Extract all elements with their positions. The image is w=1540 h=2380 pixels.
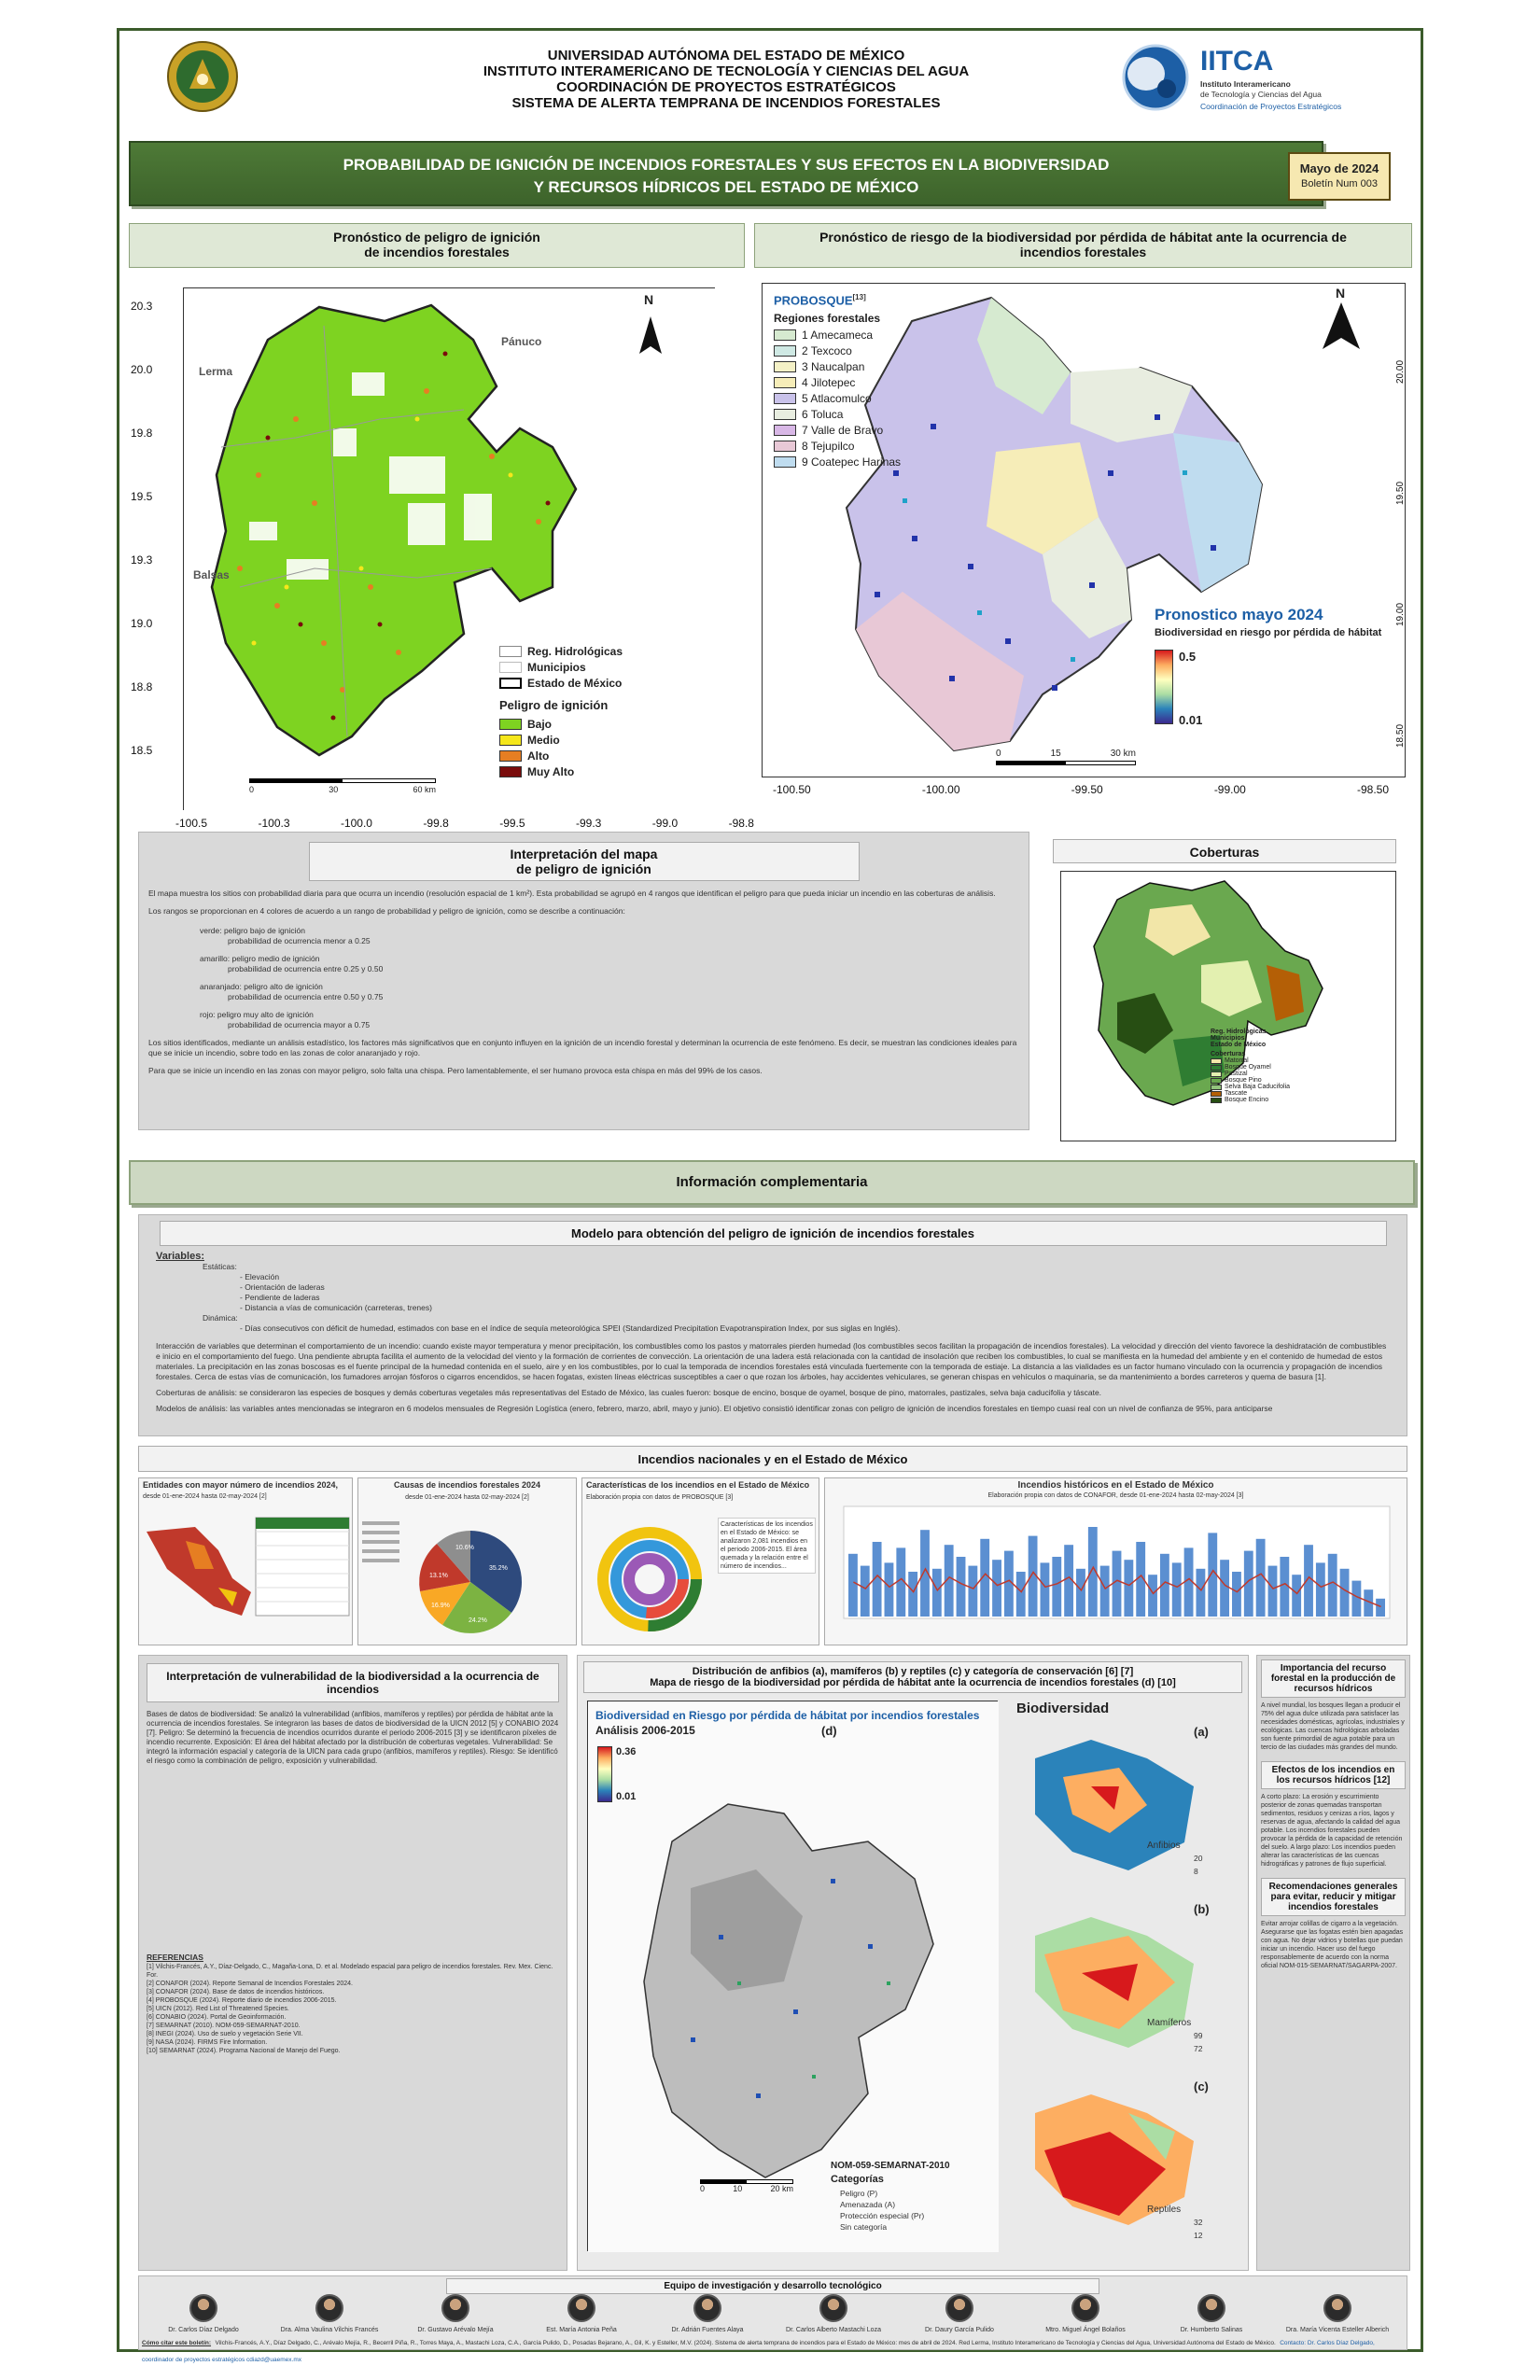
right-map-north: N xyxy=(1336,286,1346,301)
banner-title-1: PROBABILIDAD DE IGNICIÓN DE INCENDIOS FORESTALES Y SUS EFECTOS EN LA BIODIVERSIDAD xyxy=(343,156,1110,174)
chart-bar xyxy=(1268,1566,1278,1617)
effects-title: Efectos de los incendios en los recursos hídricos [12] xyxy=(1261,1761,1406,1789)
avatar xyxy=(945,2294,973,2322)
category-2: Amenazada (A) xyxy=(840,2200,896,2209)
legend-municipios: Municipios xyxy=(499,659,667,675)
coverage-map xyxy=(1060,871,1396,1141)
mexico-map-icon xyxy=(139,1504,354,1639)
pie-label-2: 24.2% xyxy=(469,1617,487,1624)
chart-bar xyxy=(1304,1545,1313,1617)
header-institute: INSTITUTO INTERAMERICANO DE TECNOLOGÍA Y CIENCIAS DEL AGUA xyxy=(483,63,970,79)
forecast-subtitle: Biodiversidad en riesgo por pérdida de hábitat xyxy=(1155,627,1382,638)
iitca-logo-sub2: de Tecnología y Ciencias del Agua xyxy=(1200,90,1322,99)
models-text: Modelos de análisis: las variables antes mencionadas se integraron en 6 modelos mensuales de Regresión Logística (enero, febrero, marzo, abril, mayo y junio). El objetivo consistió identificar zonas con peligro de ignición de incendios forestales en tiempo cuasi real con un nivel de confianza de 95%, para anticiparse xyxy=(156,1404,1273,1413)
header-system: SISTEMA DE ALERTA TEMPRANA DE INCENDIOS FORESTALES xyxy=(511,95,941,111)
refs-title: REFERENCIAS xyxy=(147,1953,203,1962)
characteristics-radial-chart xyxy=(584,1516,715,1642)
vulnerability-text: Bases de datos de biodiversidad: Se analizó la vulnerabilidad (anfibios, mamíferos y reptiles) por pérdida de hábitat ante la ocurrencia de incendios forestales. Se integraron las bases de datos de biodiversidad de la UICN 2012 [5] y CONABIO 2024 [7]. Peligro: Se determinó la frecuencia de incendios ocurridos durante el periodo 2006-2015 [3] y se identificaron píxeles de incendio recurrente. Exposición: El área del hábitat afectado por la distribución de coberturas vegetales. Vulnerabilidad: Se integró la información espacial y categoría de la UICN para cada grupo (anfibios, mamíferos y reptiles). Riesgo: Se identificó el riesgo como la combinación de peligro, exposición y vulnerabilidad. xyxy=(147,1710,559,1765)
left-map-legend xyxy=(499,643,667,779)
interpretation-title: Interpretación del mapa de peligro de ignición xyxy=(309,842,860,881)
region-7: 7 Valle de Bravo xyxy=(774,422,914,438)
distribution-panel xyxy=(577,1655,1249,2271)
chart-bar xyxy=(1340,1569,1350,1617)
bulletin-page: UNIVERSIDAD AUTÓNOMA DEL ESTADO DE MÉXICO INSTITUTO INTERAMERICANO DE TECNOLOGÍA Y CIENCIAS DEL AGUA COORDINACIÓN DE PROYECTOS ESTRATÉGICOS SISTEMA DE ALERTA TEMPRANA DE INCENDIOS FORESTALES IITCA Instituto Interamericano de Tecnología y Ciencias del Agua Coordinación de Proyectos Estratégicos PROBABILIDAD DE IGNICIÓN DE INCENDIOS FORESTALES Y SUS EFECTOS EN LA BIODIVERSIDAD Y RECURSOS HÍDRICOS DEL ESTADO DE MÉXICO Mayo de 2024 Boletín Num 003 Pronóstico de peligro de ignición de incendios forestales N Lerma Pánuco Balsas Reg. Hidrológicas Municipios Estado de México Peligro de ignición Bajo Medio Alto Muy Alto 0 30 60 km 20.3 20.0 19.8 19.5 19.3 19.0 18.8 18.5 -100.5 -100.3 -100.0 -99.8 -99.5 -99.3 -99.0 -98.8 Pronóstico de riesgo de la biodiversidad por pérdida de hábitat ante la ocurrencia de incendios forestales N PROBOSQUE[13] Regiones forestales 1 Amecameca 2 Texcoco 3 Naucalpan 4 Jilotepec 5 Atlacomulco 6 Toluca 7 Valle de Bravo 8 Tejupilco 9 Coatepec Harinas Pronostico mayo 2024 Biodiversidad en riesgo por pérdida de hábitat 0.5 0.01 0 15 30 km -100.50 -100.00 -99.50 -99.00 -98.50 20.00 19.50 19.00 18.50 Interpretación del mapa de peligro de ignición El mapa muestra los sitios con probabilidad diaria para que ocurra un incendio (resolución espacial de 1 km²). Esta probabilidad se agrupó en 4 rangos que identifican el peligro para que pueda iniciar un incendio en las coberturas de análisis. Los rangos se proporcionan en 4 colores de acuerdo a un rango de probabilidad y peligro de ignición, como se describe a continuación: verde: peligro bajo de ignición probabilidad de ocurrencia menor a 0.25 amarillo: peligro medio de ignición probabilidad de ocurrencia entre 0.25 y 0.50 anaranjado: peligro alto de ignición probabilidad de ocurrencia entre 0.50 y 0.75 rojo: peligro muy alto de ignición probabilidad de ocurrencia mayor a 0.75 Los sitios identificados, mediante un análisis estadístico, los factores más significativos que en conjunto influyen en la ignición de un incendio forestal y determinan la ocurrencia de este fenómeno. Es decir, se muestran las condiciones ideales para que se inicie un incendio, sobre todo en las zonas de color anaranjado y rojo. Para que se inicie un incendio en las zonas con mayor peligro, solo falta una chispa. Pero lamentablemente, el ser humano provoca esta chispa en más del 99% de los casos. Coberturas Reg. Hidrológicas Municipios Estado de México Coberturas Matorral Bosque Oyamel Pastizal Bosque Pino Selva Baja Caducifolia Tascate Bosque Encino Información complementaria Modelo para obtención del peligro de ignición de incendios forestales Variables: Estáticas: - Elevación - Orientación de laderas - Pendiente de laderas - Distancia a vías de comunicación (carreteras, trenes) Dinámica: - Días consecutivos con déficit de humedad, estimados con base en el índice de sequía meteorológica SPEI (Standardized Precipitation Evapotranspiration Index, por sus siglas en Inglés). Interacción de variables que determinan el comportamiento de un incendio: cuando existe mayor temperatura y menor precipitación, los combustibles como los pastos y matorrales pierden humedad (los combustibles secos facilitan la propagación de incendios forestales). La velocidad y dirección del viento favorece la deshidratación de combustibles e inicio en el comportamiento del fuego. Una pendiente abrupta facilita el aumento de la velocidad del viento y la formación de corrientes de convección. La orientación de una ladera está relacionada con la cantidad de insolación que reciben los combustibles, lo cual se manifiesta en la humedad del ambiente y en el contenido de humedad de estos materiales. La precipitación en las zonas boscosas es el fuente principal de la humedad contenida en el suelo, aire y en los combustibles, por lo cual la temporada de incendios forestales está vinculada fuertemente con la temporada de estiaje. La distancia a las vialidades es un factor humano vinculado con la ocurrencia y propagación de incendios forestales. Cerca de estas vías de comunicación, los fumadores arrojan fósforos o cigarros encendidos, se hacen fogatas, existen líneas eléctricas susceptibles a caer o que rozan los árboles, hay accidentes vehiculares, se generan chispas en vehículos o maquinaria, se da mantenimiento a bordes carreteros y quema de basura [1]. Coberturas de análisis: se consideraron las especies de bosques y demás coberturas vegetales más representativas del Estado de México, las cuales fueron: bosque de encino, bosque de oyamel, bosque de pino, matorrales, pastizales, selva baja caducifolia y táscate. Modelos de análisis: las variables antes mencionadas se integraron en 6 modelos mensuales de Regresión Logística (enero, febrero, marzo, abril, mayo y junio). El objetivo consistió identificar zonas con peligro de ignición de incendios forestales en tiempo cuasi real con un nivel de confianza de 95%, para anticiparse Incendios nacionales y en el Estado de México Entidades con mayor número de incendios 2024, desde 01-ene-2024 hasta 02-may-2024 [2] Causas de incendios forestales 2024 desde 01-ene-2024 hasta 02-may-2024 [2] 35.2% 24.2% 16.9% 13.1% 10.6% Características de los incendios en el Estado de México Elaboración propia con datos de PROBOSQUE [3] Características de los incendios en el Estado de México: se analizaron 2,081 incendios en el periodo 2006-2015. El área quemada y la relación entre el número de incendios... Incendios históricos en el Estado de México Elaboración propia con datos de CONAFOR, desde 01-ene-2024 hasta 02-may-2024 [3] Interpretación de vulnerabilidad de la biodiversidad a la ocurrencia de incendios Bases de datos de biodiversidad: Se analizó la vulnerabilidad (anfibios, mamíferos y reptiles) por pérdida de hábitat ante la ocurrencia de incendios forestales. Se integraron las bases de datos de biodiversidad de la UICN 2012 [5] y CONABIO 2024 [7]. Peligro: Se determinó la frecuencia de incendios ocurridos durante el periodo 2006-2015 [3] y se identificaron píxeles de incendio recurrente. Exposición: El área del hábitat afectado por la distribución de coberturas vegetales. Vulnerabilidad: Se integró la información espacial y categoría de la UICN para cada grupo (anfibios, mamíferos y reptiles). Riesgo: Se identificó el riesgo como la combinación de peligro, exposición y vulnerabilidad. REFERENCIAS [1] Vilchis-Francés, A.Y., Díaz-Delgado, C., Magaña-Lona, D. et al. Modelado espacial para peligro de incendios forestales. Rev. Mex. Cienc. For. [2] CONAFOR (2024). Reporte Semanal de Incendios Forestales 2024. [3] CONAFOR (2024). Base de datos de incendios históricos. [4] PROBOSQUE (2024). Reporte diario de incendios 2006-2015. [5] UICN (2012). Red List of Threatened Species. [6] CONABIO (2024). Portal de Geoinformación. [7] SEMARNAT (2010). NOM-059-SEMARNAT-2010. [8] INEGI (2024). Uso de suelo y vegetación Serie VII. [9] NASA (2024). FIRMS Fire Information. [10] SEMARNAT (2024). Programa Nacional de Manejo del Fuego. Distribución de anfibios (a), mamíferos (b) y reptiles (c) y categoría de conservación [6] [7] Mapa de riesgo de la biodiversidad por pérdida de hábitat ante la ocurrencia de incendios forestales (d) [10] Biodiversidad en Riesgo por pérdida de hábitat por incendios forestales Análisis 2006-2015 (d) 0.36 0.01 0 10 20 km NOM-059-SEMARNAT-2010 Categorías Peligro (P) Amenazada (A) Protección especial (Pr) Sin categoría Biodiversidad (a) Anfibios 20 8 (b) Mamíferos 99 72 (c) Reptiles 32 12 Importancia del recurso forestal en la producción de recursos hídricos A nivel mundial, los bosques llegan a producir el 75% del agua dulce utilizada para satisfacer las necesidades domésticas, agrícolas, industriales y ecológicas. Las cuencas hidrológicas arboladas son fuente primordial de agua potable para un tercio de las ciudades más grandes del mundo. Efectos de los incendios en los recursos hídricos [12] A corto plazo: La erosión y escurrimiento posterior de zonas quemadas transportan sedimentos, residuos y cenizas a ríos, lagos y reservas de agua, afectando la calidad del agua potable. Los incendios forestales pueden provocar la pérdida de la capacidad de retención del suelo. A largo plazo: Los incendios pueden alterar las características de las cuencas hidrográficas y patrones de flujo superficial. Recomendaciones generales para evitar, reducir y mitigar incendios forestales Evitar arrojar colillas de cigarro a la vegetación. Asegurarse que las fogatas estén bien apagadas con agua. No dejar vidrios y botellas que puedan iniciar un incendio. Hacer uso del fuego responsablemente de acuerdo con la norma oficial NOM-015-SEMARNAT/SAGARPA-2007. Equipo de investigación y desarrollo tecnológico Dr. Carlos Díaz Delgado Dra. Alma Vaulina Vilchis Francés Dr. Gustavo Arévalo Mejía Est. María Antonia Peña Dr. Adrián Fuentes Alaya Dr. Carlos Alberto Mastachi Loza Dr. Daury García Pulido Mtro. Miguel Ángel Bolaños Dr. Humberto Salinas Dra. María Vicenta Esteller Alberich Cómo citar este boletín: Vilchis-Francés, A.Y., Díaz Delgado, C., Arévalo Mejía, R., Becerril Piña, R., Torres Maya, A., Mastachi Loza, C.A., García Pulido, D., Posadas Bejarano, A., Gil, K. y Esteller, M.V. (2024). Sistema de alerta temprana de incendios para el Estado de México: mes de abril de 2024. Red Lerma, Instituto Interamericano de Tecnología y Ciencias del Agua, Universidad Autónoma del Estado de México. Contacto: Dr. Carlos Díaz Delgado, coordinador de proyectos estratégicos cdiazd@uaemex.mx xyxy=(117,28,1423,2352)
legend-hydro: Reg. Hidrológicas xyxy=(499,643,667,659)
legend-peligro-title: Peligro de ignición xyxy=(499,698,609,712)
bio-panel-b: (b) Mamíferos 99 72 xyxy=(1007,1898,1231,2066)
region-8: 8 Tejupilco xyxy=(774,438,914,454)
chart-bar xyxy=(1124,1560,1133,1617)
chart-bar xyxy=(908,1572,917,1617)
citation-block: Cómo citar este boletín: Vilchis-Francés, A.Y., Díaz Delgado, C., Arévalo Mejía, R., Becerril Piña, R., Torres Maya, A., Mastachi Loza, C.A., García Pulido, D., Posadas Bejarano, A., Gil, K. y Esteller, M.V. (2024). Sistema de alerta temprana de incendios para el Estado de México: mes de abril de 2024. Red Lerma, Instituto Interamericano de Tecnología y Ciencias del Agua, Universidad Autónoma del Estado de México. Contacto: Dr. Carlos Díaz Delgado, coordinador de proyectos estratégicos cdiazd@uaemex.mx xyxy=(142,2340,1375,2363)
iitca-logo xyxy=(1118,40,1342,119)
static-item-4: - Distancia a vías de comunicación (carreteras, trenes) xyxy=(240,1303,432,1312)
chart-bar xyxy=(1316,1562,1325,1617)
left-map-north: N xyxy=(644,292,654,307)
forecast-title: Pronostico mayo 2024 xyxy=(1155,606,1323,623)
pie-label-5: 10.6% xyxy=(455,1545,474,1551)
historic-fires-panel: Incendios históricos en el Estado de México Elaboración propia con datos de CONAFOR, desde 01-ene-2024 hasta 02-may-2024 [3] xyxy=(824,1477,1407,1645)
avatar xyxy=(441,2294,469,2322)
interaction-text: Interacción de variables que determinan el comportamiento de un incendio: cuando existe mayor temperatura y menor precipitación, los combustibles como los pastos y matorrales pierden humedad (los combustibles secos facilitan la propagación de incendios forestales). La velocidad y dirección del viento favorece la deshidratación de combustibles e inicio en el comportamiento del fuego. Una pendiente abrupta facilita el aumento de la velocidad del viento y la formación de corrientes de convección. La orientación de una ladera está relacionada con la cantidad de insolación que reciben los combustibles, lo cual se manifiesta en la humedad del ambiente y en el contenido de humedad de estos materiales. La precipitación en las zonas boscosas es el fuente principal de la humedad contenida en el suelo, aire y en los combustibles, por lo cual la temporada de incendios forestales está vinculada fuertemente con la temporada de estiaje. La distancia a las vialidades es un factor humano vinculado con la ocurrencia y propagación de incendios forestales. Cerca de estas vías de comunicación, los fumadores arrojan fósforos o cigarros encendidos, se hacen fogatas, existen líneas eléctricas susceptibles a caer o que rozan los árboles, hay accidentes vehiculares, se generan chispas en vehículos o maquinaria, se da mantenimiento a bordes carreteros y quema de basura [1]. xyxy=(156,1341,1387,1381)
avatar xyxy=(1323,2294,1351,2322)
left-map-scale: 0 30 60 km xyxy=(249,778,436,794)
regions-title: Regiones forestales xyxy=(774,312,881,325)
chart-bar xyxy=(968,1566,977,1617)
iitca-logo-text: IITCA xyxy=(1200,46,1274,77)
iitca-globe-icon xyxy=(1118,40,1193,115)
legend-estado: Estado de México xyxy=(499,675,667,691)
uaem-seal xyxy=(166,40,239,113)
team-member-6: Dr. Carlos Alberto Mastachi Loza xyxy=(777,2294,889,2334)
pie-label-1: 35.2% xyxy=(489,1565,508,1572)
chart-bar xyxy=(1172,1562,1182,1617)
static-item-2: - Orientación de laderas xyxy=(240,1282,325,1292)
importance-title: Importancia del recurso forestal en la producción de recursos hídricos xyxy=(1261,1659,1406,1698)
left-map-title-1: Pronóstico de peligro de ignición xyxy=(333,230,540,245)
north-arrow-icon xyxy=(1323,302,1360,349)
characteristics-note: Características de los incendios en el Estado de México: se analizaron 2,081 incendios en el periodo 2006-2015. El área quemada y la relación entre el número de incendios... xyxy=(718,1518,816,1574)
chart-bar xyxy=(992,1560,1001,1617)
chart-bar xyxy=(1328,1554,1337,1617)
team-member-5: Dr. Adrián Fuentes Alaya xyxy=(651,2294,763,2334)
biodiversity-risk-map xyxy=(587,1701,998,2251)
ref-6: [6] CONABIO (2024). Portal de Geoinformación. xyxy=(147,2014,287,2021)
team-member-1: Dr. Carlos Díaz Delgado xyxy=(147,2294,259,2334)
national-chart-1: Entidades con mayor número de incendios 2024, desde 01-ene-2024 hasta 02-may-2024 [2] xyxy=(138,1477,353,1645)
coverage-text: Coberturas de análisis: se consideraron las especies de bosques y demás coberturas vegetales más representativas del Estado de México, las cuales fueron: bosque de encino, bosque de oyamel, bosque de pino, matorrales, pastizales, selva baja caducifolia y táscate. xyxy=(156,1388,1102,1397)
team-member-4: Est. María Antonia Peña xyxy=(525,2294,637,2334)
vulnerability-title: Interpretación de vulnerabilidad de la biodiversidad a la ocurrencia de incendios xyxy=(147,1663,559,1702)
team-member-7: Dr. Daury García Pulido xyxy=(903,2294,1015,2334)
right-map-title-2: incendios forestales xyxy=(1019,245,1147,259)
place-panuco: Pánuco xyxy=(501,335,542,348)
chart-bar xyxy=(957,1557,966,1617)
biodiversity-forecast-map xyxy=(762,283,1406,777)
importance-text: A nivel mundial, los bosques llegan a producir el 75% del agua dulce utilizada para satisfacer las necesidades domésticas, agrícolas, industriales y ecológicas. Las cuencas hidrológicas arboladas son fuente primordial de agua potable para un tercio de las ciudades más grandes del mundo. xyxy=(1261,1702,1405,1751)
legend-muy-alto: Muy Alto xyxy=(499,763,667,779)
header-university: UNIVERSIDAD AUTÓNOMA DEL ESTADO DE MÉXICO xyxy=(547,48,905,63)
chart-bar xyxy=(1292,1575,1301,1617)
dynamic-item: - Días consecutivos con déficit de humedad, estimados con base en el índice de sequía meteorológica SPEI (Standardized Precipitation Evapotranspiration Index, por sus siglas en Inglés). xyxy=(240,1323,901,1333)
chart-bar xyxy=(1100,1566,1110,1617)
left-map-title-2: de incendios forestales xyxy=(364,245,510,259)
team-member-10: Dra. María Vicenta Esteller Alberich xyxy=(1281,2294,1393,2334)
nom-label: NOM-059-SEMARNAT-2010 xyxy=(831,2161,950,2171)
avatar xyxy=(315,2294,343,2322)
team-member-3: Dr. Gustavo Arévalo Mejía xyxy=(399,2294,511,2334)
team-title: Equipo de investigación y desarrollo tecnológico xyxy=(446,2278,1099,2294)
chart-bar xyxy=(885,1562,894,1617)
vulnerability-panel xyxy=(138,1655,567,2271)
ref-9: [9] NASA (2024). FIRMS Fire Information. xyxy=(147,2039,268,2046)
ref-1: [1] Vilchis-Francés, A.Y., Díaz-Delgado, C., Magaña-Lona, D. et al. Modelado espacial para peligro de incendios forestales. Rev. Mex. Cienc. For. xyxy=(147,1964,553,1979)
variables-label: Variables: xyxy=(156,1251,204,1262)
interp-r2b: probabilidad de ocurrencia entre 0.25 y 0.50 xyxy=(228,964,384,973)
chart-bar xyxy=(1220,1560,1229,1617)
left-map-x-ticks: -100.5 -100.3 -100.0 -99.8 -99.5 -99.3 -99.0 -98.8 xyxy=(175,817,754,830)
risk-map-colorbar xyxy=(597,1746,612,1802)
model-title: Modelo para obtención del peligro de ignición de incendios forestales xyxy=(160,1221,1387,1246)
region-6: 6 Toluca xyxy=(774,406,914,422)
avatar xyxy=(567,2294,595,2322)
category-1: Peligro (P) xyxy=(840,2189,878,2198)
chart-bar xyxy=(1376,1599,1385,1617)
risk-scale-max: 0.5 xyxy=(1179,650,1197,664)
region-1: 1 Amecameca xyxy=(774,327,914,343)
avatar xyxy=(819,2294,847,2322)
regions-legend xyxy=(774,312,914,469)
interp-r4b: probabilidad de ocurrencia mayor a 0.75 xyxy=(228,1020,371,1029)
ref-7: [7] SEMARNAT (2010). NOM-059-SEMARNAT-2010. xyxy=(147,2023,301,2029)
static-item-1: - Elevación xyxy=(240,1272,280,1281)
right-map-title xyxy=(754,223,1412,268)
risk-map-min: 0.01 xyxy=(616,1791,637,1802)
risk-map-title: Biodiversidad en Riesgo por pérdida de hábitat por incendios forestales xyxy=(595,1709,980,1722)
historic-fires-chart xyxy=(825,1501,1408,1641)
ref-3: [3] CONAFOR (2024). Base de datos de incendios históricos. xyxy=(147,1989,325,1995)
bio-title: Biodiversidad xyxy=(1016,1701,1110,1716)
recommendations-text: Evitar arrojar colillas de cigarro a la vegetación. Asegurarse que las fogatas estén bien apagadas con agua. No dejar vidrios y botellas que puedan iniciar un incendio. Hacer uso del fuego responsablemente de acuerdo con la norma oficial NOM-015-SEMARNAT/SAGARPA-2007. xyxy=(1261,1921,1404,1969)
category-3: Protección especial (Pr) xyxy=(840,2211,925,2220)
legend-bajo: Bajo xyxy=(499,716,667,732)
national-chart-2: Causas de incendios forestales 2024 desde 01-ene-2024 hasta 02-may-2024 [2] 35.2% 24.2% 16.9% 13.1% 10.6% xyxy=(357,1477,577,1645)
chart-bar xyxy=(1148,1575,1157,1617)
banner-title-2: Y RECURSOS HÍDRICOS DEL ESTADO DE MÉXICO xyxy=(533,178,919,196)
risk-color-scale xyxy=(1155,650,1173,724)
right-map-x-ticks: -100.50 -100.00 -99.50 -99.00 -98.50 xyxy=(773,783,1389,796)
interp-r4a: rojo: peligro muy alto de ignición xyxy=(200,1010,314,1019)
date-badge xyxy=(1288,152,1391,201)
national-banner: Incendios nacionales y en el Estado de México xyxy=(138,1446,1407,1472)
chart-bar xyxy=(1076,1569,1085,1617)
national-chart-3: Características de los incendios en el Estado de México Elaboración propia con datos de PROBOSQUE [3] Características de los incendios en el Estado de México: se analizaron 2,081 incendios en el periodo 2006-2015. El área quemada y la relación entre el número de incendios... xyxy=(581,1477,819,1645)
static-label: Estáticas: xyxy=(203,1262,237,1271)
pie-label-3: 16.9% xyxy=(431,1603,450,1609)
place-balsas: Balsas xyxy=(193,568,230,581)
chart-bar xyxy=(1041,1562,1050,1617)
region-5: 5 Atlacomulco xyxy=(774,390,914,406)
chart-bar xyxy=(1196,1569,1205,1617)
risk-map-sub: Análisis 2006-2015 xyxy=(595,1724,695,1737)
interp-p3: Los sitios identificados, mediante un análisis estadístico, los factores más significativos que en conjunto influyen en la ignición de un incendio forestal y determinan la ocurrencia de este fenómeno. Es decir, se muestran las condiciones ideales para que se inicie un incendio, sobre todo en las zonas de color anaranjado y rojo. xyxy=(148,1038,1017,1057)
probosque-label: PROBOSQUE[13] xyxy=(774,293,866,308)
chart-bar xyxy=(848,1554,858,1617)
team-member-9: Dr. Humberto Salinas xyxy=(1155,2294,1267,2334)
title-banner xyxy=(129,141,1323,206)
category-4: Sin categoría xyxy=(840,2222,888,2232)
recommendations-title: Recomendaciones generales para evitar, reducir y mitigar incendios forestales xyxy=(1261,1878,1406,1916)
left-map-title xyxy=(129,223,745,268)
avatar xyxy=(693,2294,721,2322)
static-item-3: - Pendiente de laderas xyxy=(240,1293,320,1302)
distribution-title: Distribución de anfibios (a), mamíferos (b) y reptiles (c) y categoría de conservación [6] [7] Mapa de riesgo de la biodiversidad por pérdida de hábitat ante la ocurrencia de incendios forestales (d) [10] xyxy=(583,1661,1242,1693)
banner-bulletin: Boletín Num 003 xyxy=(1301,178,1378,189)
header-coordination: COORDINACIÓN DE PROYECTOS ESTRATÉGICOS xyxy=(556,79,896,95)
right-map-scale: 0 15 30 km xyxy=(996,749,1136,765)
right-column xyxy=(1256,1655,1410,2271)
coverage-legend: Reg. Hidrológicas Municipios Estado de México Coberturas Matorral Bosque Oyamel Pastizal Bosque Pino Selva Baja Caducifolia Tascate Bosque Encino xyxy=(1211,1029,1291,1103)
interp-p4: Para que se inicie un incendio en las zonas con mayor peligro, solo falta una chispa. Pero lamentablemente, el ser humano provoca esta chispa en más del 99% de los casos. xyxy=(148,1066,763,1075)
chart-bar xyxy=(932,1569,942,1617)
info-banner: Información complementaria xyxy=(129,1160,1415,1205)
interp-r3a: anaranjado: peligro alto de ignición xyxy=(200,982,323,991)
region-9: 9 Coatepec Harinas xyxy=(774,454,914,469)
causes-pie-chart xyxy=(358,1503,578,1643)
risk-map-d-label: (d) xyxy=(821,1724,837,1738)
chart-bar xyxy=(861,1566,870,1617)
right-map-title-1: Pronóstico de riesgo de la biodiversidad por pérdida de hábitat ante la ocurrencia de xyxy=(819,230,1347,245)
coberturas-title: Coberturas xyxy=(1053,839,1396,863)
region-3: 3 Naucalpan xyxy=(774,358,914,374)
ignition-map xyxy=(183,287,715,810)
pie-label-4: 13.1% xyxy=(429,1573,448,1579)
right-map-y-ticks: 20.00 19.50 19.00 18.50 xyxy=(1395,359,1407,749)
ref-5: [5] UICN (2012). Red List of Threatened Species. xyxy=(147,2006,289,2012)
dynamic-label: Dinámica: xyxy=(203,1313,238,1323)
interp-p2: Los rangos se proporcionan en 4 colores de acuerdo a un rango de probabilidad y peligro de ignición, como se describe a continuación: xyxy=(148,906,625,916)
chart-bar xyxy=(1232,1572,1241,1617)
region-2: 2 Texcoco xyxy=(774,343,914,358)
interp-r2a: amarillo: peligro medio de ignición xyxy=(200,954,320,963)
ref-2: [2] CONAFOR (2024). Reporte Semanal de Incendios Forestales 2024. xyxy=(147,1981,353,1987)
legend-alto: Alto xyxy=(499,748,667,763)
team-member-8: Mtro. Miguel Ángel Bolaños xyxy=(1029,2294,1141,2334)
ref-10: [10] SEMARNAT (2024). Programa Nacional de Manejo del Fuego. xyxy=(147,2048,341,2054)
risk-map-max: 0.36 xyxy=(616,1746,637,1757)
risk-map-scale: 0 10 20 km xyxy=(700,2179,793,2193)
interp-r1b: probabilidad de ocurrencia menor a 0.25 xyxy=(228,936,371,945)
interpretation-panel xyxy=(138,832,1029,1130)
avatar xyxy=(189,2294,217,2322)
avatar xyxy=(1071,2294,1099,2322)
risk-scale-min: 0.01 xyxy=(1179,713,1203,727)
ref-8: [8] INEGI (2024). Uso de suelo y vegetación Serie VII. xyxy=(147,2031,303,2037)
place-lerma: Lerma xyxy=(199,365,233,378)
banner-date: Mayo de 2024 xyxy=(1299,161,1379,175)
categories-title: Categorías xyxy=(831,2174,884,2185)
avatar xyxy=(1197,2294,1225,2322)
interp-r3b: probabilidad de ocurrencia entre 0.50 y 0.75 xyxy=(228,992,384,1001)
contact-link[interactable]: Contacto: Dr. Carlos Díaz Delgado, coordinador de proyectos estratégicos cdiazd@uaemex.mx xyxy=(142,2340,1375,2363)
iitca-logo-sub3: Coordinación de Proyectos Estratégicos xyxy=(1200,102,1342,111)
region-4: 4 Jilotepec xyxy=(774,374,914,390)
model-panel xyxy=(138,1214,1407,1436)
team-member-2: Dra. Alma Vaulina Vilchis Francés xyxy=(273,2294,385,2334)
iitca-logo-sub1: Instituto Interamericano xyxy=(1200,79,1291,89)
interp-p1: El mapa muestra los sitios con probabilidad diaria para que ocurra un incendio (resolución espacial de 1 km²). Esta probabilidad se agrupó en 4 rangos que identifican el peligro para que pueda iniciar un incendio en las coberturas de análisis. xyxy=(148,889,996,898)
legend-medio: Medio xyxy=(499,732,667,748)
effects-text: A corto plazo: La erosión y escurrimiento posterior de zonas quemadas transportan sedimentos, residuos y cenizas a ríos, lagos y reservas de agua, afectando la calidad del agua potable. Los incendios forestales pueden provocar la pérdida de la capacidad de retención del suelo. A largo plazo: Los incendios pueden alterar las características de las cuencas hidrográficas y patrones de flujo superficial. xyxy=(1261,1794,1403,1868)
bio-panel-c: (c) Reptiles 32 12 xyxy=(1007,2076,1231,2253)
interp-r1a: verde: peligro bajo de ignición xyxy=(200,926,305,935)
bio-panel-a: (a) Anfibios 20 8 xyxy=(1007,1721,1231,1889)
ref-4: [4] PROBOSQUE (2024). Reporte diario de incendios 2006-2015. xyxy=(147,1997,337,2004)
chart-bar xyxy=(1052,1557,1061,1617)
chart-bar xyxy=(1016,1572,1026,1617)
